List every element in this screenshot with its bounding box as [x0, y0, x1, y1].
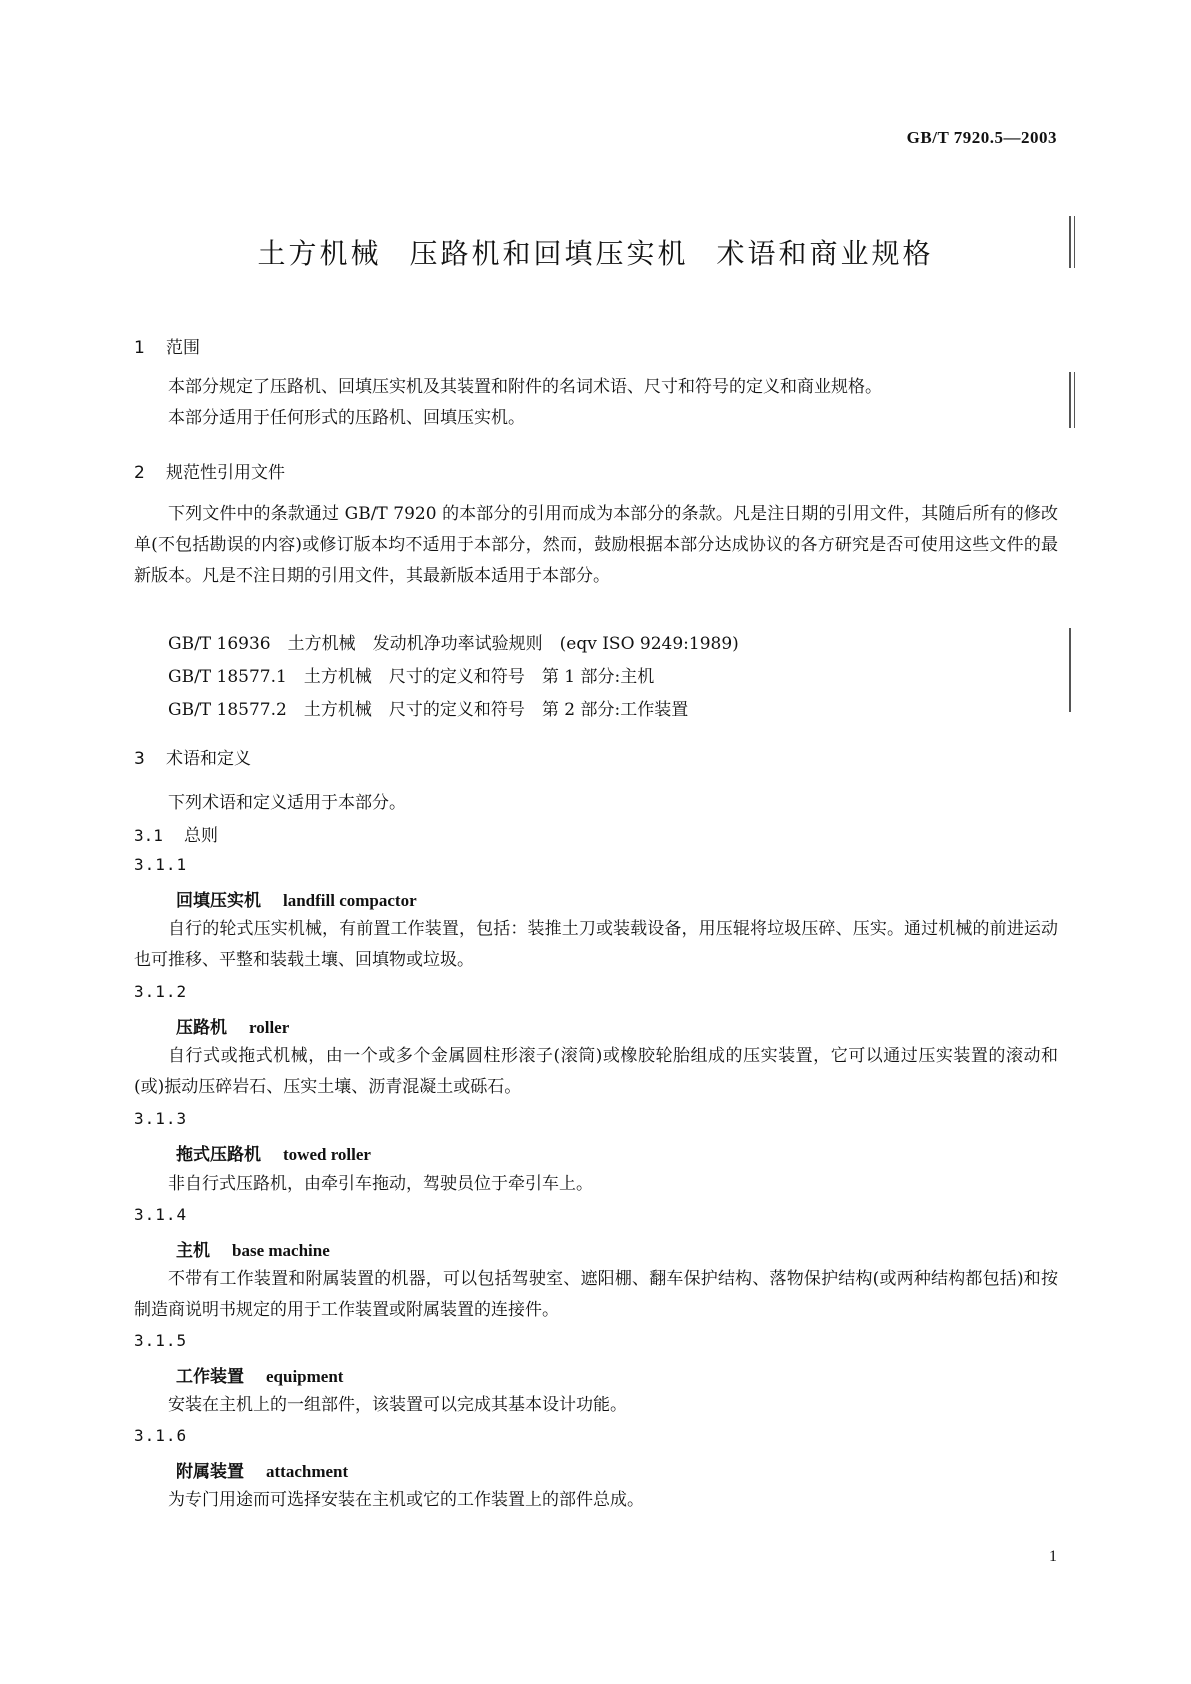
title-part3: 术语和商业规格 — [716, 237, 934, 270]
title-part2: 压路机和回填压实机 — [409, 237, 689, 270]
term-heading — [176, 1140, 371, 1165]
term-zh: 附属装置 — [176, 1462, 244, 1482]
clause-number: 3.1.3 — [134, 1109, 188, 1128]
paragraph: 本部分适用于任何形式的压路机、回填压实机。 — [168, 408, 525, 428]
clause-number: 3.1.2 — [134, 982, 188, 1001]
term-en: towed roller — [283, 1145, 371, 1164]
subsection-title: 总则 — [184, 826, 218, 846]
term-en: attachment — [266, 1462, 349, 1481]
term-definition: 安装在主机上的一组部件，该装置可以完成其基本设计功能。 — [168, 1395, 627, 1415]
clause-number: 3.1.4 — [134, 1205, 188, 1224]
term-zh: 回填压实机 — [176, 891, 261, 911]
term-definition: 自行的轮式压实机械，有前置工作装置，包括：装推土刀或装载设备，用压辊将垃圾压碎、压实。通过机械的前进运动也可推移、平整和装载土壤、回填物或垃圾。 — [134, 919, 1058, 970]
section-title: 术语和定义 — [166, 749, 251, 769]
term-definition: 为专门用途而可选择安装在主机或它的工作装置上的部件总成。 — [168, 1490, 644, 1510]
term-definition: 不带有工作装置和附属装置的机器，可以包括驾驶室、遮阳棚、翻车保护结构、落物保护结构(或两种结构都包括)和按制造商说明书规定的用于工作装置或附属装置的连接件。 — [134, 1269, 1058, 1320]
term-zh: 工作装置 — [176, 1367, 244, 1387]
clause-number: 3.1.1 — [134, 855, 188, 874]
paragraph: 下列文件中的条款通过 GB/T 7920 的本部分的引用而成为本部分的条款。凡是注日期的引用文件，其随后所有的修改单(不包括勘误的内容)或修订版本均不适用于本部分，然而，鼓励根据本部分达成协议的各方研究是否可使用这些文件的最新版本。凡是不注日期的引用文件，其最新版本适用于本部分。 — [134, 504, 1058, 586]
section-number: 2 — [134, 463, 145, 483]
term-en: base machine — [232, 1241, 330, 1260]
standard-code: GB/T 7920.5—2003 — [906, 128, 1057, 147]
term-zh: 主机 — [176, 1241, 210, 1261]
clause-number: 3.1.6 — [134, 1426, 188, 1445]
term-zh: 拖式压路机 — [176, 1145, 261, 1165]
section-heading — [134, 458, 285, 483]
section-number: 3 — [134, 749, 145, 769]
term-heading — [176, 1362, 343, 1387]
section-number: 1 — [134, 338, 145, 358]
term-zh: 压路机 — [176, 1018, 227, 1038]
paragraph: 下列术语和定义适用于本部分。 — [168, 793, 406, 813]
term-en: equipment — [266, 1367, 344, 1386]
reference-item: GB/T 16936 土方机械 发动机净功率试验规则 (eqv ISO 9249:1989) — [168, 634, 739, 654]
term-heading — [176, 886, 417, 911]
section-title: 规范性引用文件 — [166, 463, 285, 483]
term-en: landfill compactor — [283, 891, 417, 910]
term-definition: 非自行式压路机，由牵引车拖动，驾驶员位于牵引车上。 — [168, 1174, 593, 1194]
term-en: roller — [249, 1018, 290, 1037]
term-definition: 自行式或拖式机械，由一个或多个金属圆柱形滚子(滚筒)或橡胶轮胎组成的压实装置，它可以通过压实装置的滚动和(或)振动压碎岩石、压实土壤、沥青混凝土或砾石。 — [134, 1046, 1058, 1097]
section-heading — [134, 744, 251, 769]
term-heading — [176, 1457, 348, 1482]
section-heading — [134, 333, 200, 358]
subsection-number: 3.1 — [134, 826, 163, 845]
term-heading — [176, 1013, 289, 1038]
revision-bar — [1069, 372, 1075, 428]
section-title: 范围 — [166, 338, 200, 358]
clause-number: 3.1.5 — [134, 1331, 188, 1350]
title-part1: 土方机械 — [257, 237, 382, 270]
term-heading — [176, 1236, 330, 1261]
revision-bar — [1069, 628, 1072, 712]
page-number: 1 — [1049, 1548, 1057, 1565]
reference-item: GB/T 18577.2 土方机械 尺寸的定义和符号 第 2 部分:工作装置 — [168, 700, 689, 720]
paragraph: 本部分规定了压路机、回填压实机及其装置和附件的名词术语、尺寸和符号的定义和商业规格。 — [168, 377, 882, 397]
reference-item: GB/T 18577.1 土方机械 尺寸的定义和符号 第 1 部分:主机 — [168, 667, 655, 687]
document-title — [0, 232, 1191, 272]
subsection-heading — [134, 821, 218, 846]
